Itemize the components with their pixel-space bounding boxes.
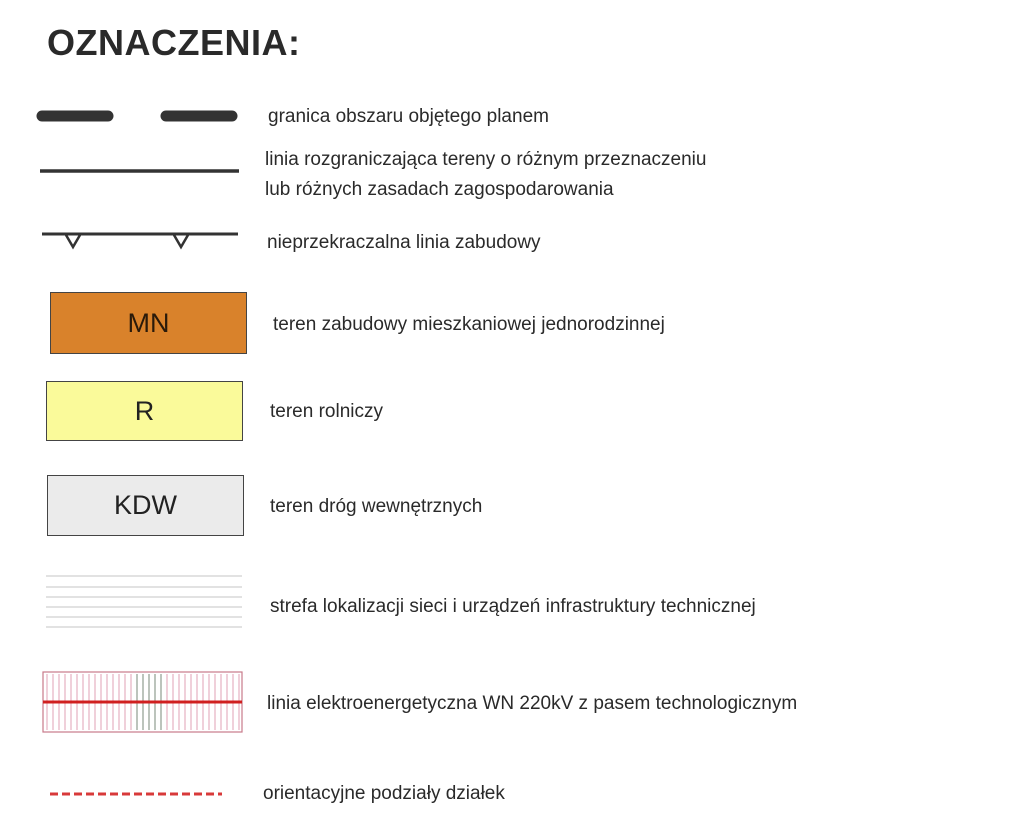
r-code: R: [134, 395, 155, 426]
building-line-label: nieprzekraczalna linia zabudowy: [267, 232, 541, 253]
plot-divisions-label: orientacyjne podziały działek: [263, 783, 505, 804]
mn-label: teren zabudowy mieszkaniowej jednorodzinnej: [273, 314, 665, 335]
kdw-label: teren dróg wewnętrznych: [270, 496, 483, 517]
mn-code: MN: [127, 307, 170, 338]
dividing-line-symbol: [38, 166, 243, 176]
plot-divisions-symbol: [48, 788, 228, 800]
dividing-line-label-2: lub różnych zasadach zagospodarowania: [265, 179, 614, 200]
power-line-label: linia elektroenergetyczna WN 220kV z pasem technologicznym: [267, 693, 798, 714]
dividing-line-label-1: linia rozgraniczająca tereny o różnym przeznaczeniu: [265, 149, 707, 170]
legend-title: OZNACZENIA:: [47, 22, 301, 63]
infra-zone-label: strefa lokalizacji sieci i urządzeń infrastruktury technicznej: [270, 596, 756, 617]
kdw-zone-swatch: [47, 475, 244, 536]
building-line-symbol: [40, 228, 245, 252]
plan-boundary-label: granica obszaru objętego planem: [268, 106, 549, 127]
power-line-symbol: [42, 671, 244, 733]
r-label: teren rolniczy: [270, 401, 383, 422]
plan-boundary-symbol: [36, 106, 241, 126]
kdw-code: KDW: [114, 490, 177, 520]
infra-zone-symbol: [44, 570, 244, 632]
r-zone-swatch: [46, 381, 243, 441]
mn-zone-swatch: [50, 292, 247, 354]
